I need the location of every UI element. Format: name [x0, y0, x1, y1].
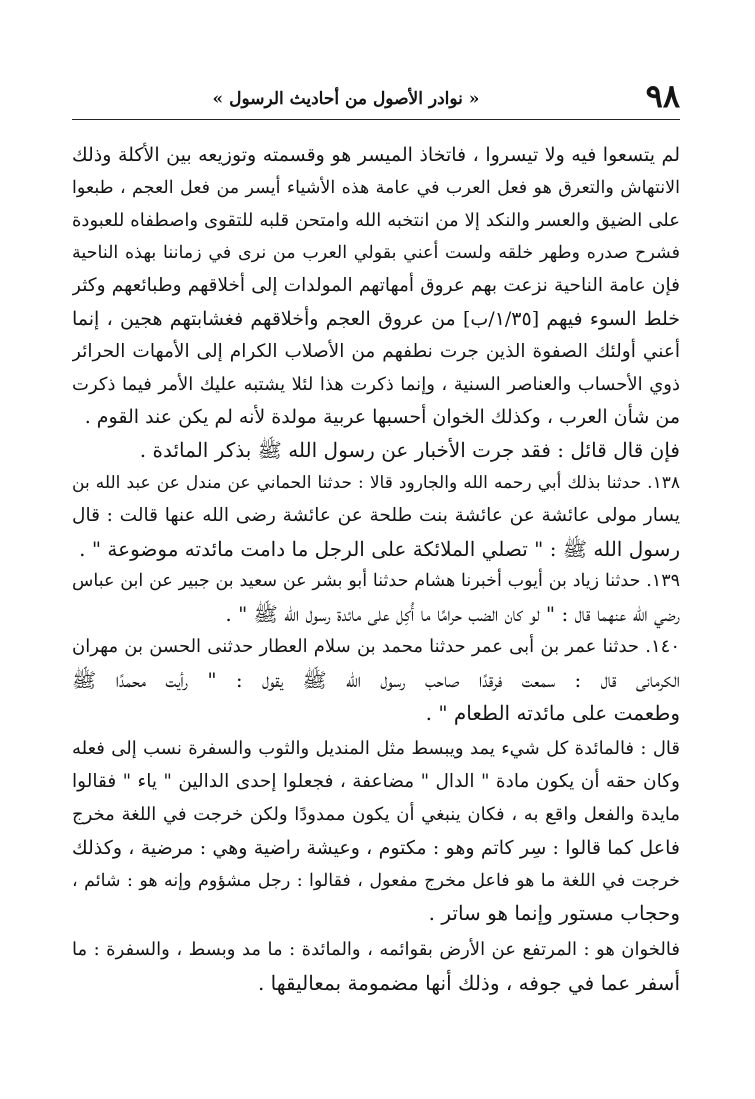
- paragraph-explanation: [72, 733, 680, 930]
- text-line: الكرمانى قال : سمعت فرقدًا صاحب رسول الله ﷺ يقول : " رأيت محمدًا ﷺ: [72, 667, 680, 692]
- hadith-140: [72, 631, 680, 729]
- paragraph-definitions: [72, 934, 680, 1000]
- text-line: فإن عامة الناحية نزعت بهم عروق أمهاتهم المولدات إلى أخلاقهم وطبائعهم وكثر: [72, 275, 680, 297]
- hadith-138: [72, 467, 680, 565]
- page-body: [72, 139, 680, 1000]
- text-line: ١٣٩. حدثنا زياد بن أيوب أخبرنا هشام حدثنا أبو بشر عن سعيد بن جبير عن ابن عباس: [72, 571, 680, 592]
- text-line: فإن قال قائل : فقد جرت الأخبار عن رسول الله ﷺ بذكر المائدة .: [139, 438, 680, 463]
- text-line: أعني أولئك الصفوة الذين جرت نطفهم من الأصلاب الكرام إلى الأمهات الحرائر: [72, 340, 680, 362]
- text-line: لم يتسعوا فيه ولا تيسروا ، فاتخاذ الميسر هو وقسمته وتوزيعه بين الأكلة وذلك: [72, 144, 680, 166]
- text-line: وكان حقه أن يكون مادة " الدال " مضاعفة ، فجعلوا إحدى الدالين " ياء " فقالوا: [72, 771, 680, 793]
- text-line: من شأن العرب ، وكذلك الخوان أحسبها عربية مولدة لأنه لم يكن عند القوم .: [84, 406, 680, 429]
- text-line: ١٤٠. حدثنا عمر بن أبى عمر حدثنا محمد بن سلام العطار حدثنى الحسن بن مهران: [72, 635, 680, 657]
- text-line: وحجاب مستور وإنما هو ساتر .: [428, 901, 680, 926]
- text-line: أسفر عما في جوفه ، وذلك أنها مضمومة بمعاليقها .: [257, 970, 680, 995]
- text-line: وطعمت على مائدته الطعام " .: [425, 700, 680, 725]
- text-line: ١٣٨. حدثنا بذلك أبي رحمه الله والجارود قالا : حدثنا الحماني عن مندل عن عبد الله بن: [72, 472, 680, 493]
- running-title: « نوادر الأصول من أحاديث الرسول »: [212, 89, 480, 109]
- text-line: على الضيق والعسر والنكد إلا من انتخبه الله وامتحن قلبه للتقوى واصطفاه للعبودة: [72, 209, 680, 231]
- text-line: يسار مولى عائشة عن عائشة بنت طلحة عن عائشة رضى الله عنها قالت : قال: [72, 504, 680, 526]
- text-line: رضي الله عنهما قال : " لو كان الضب حرامًا ما أُكِل على مائدة رسول الله ﷺ " .: [225, 602, 680, 627]
- paragraph-commentary: [72, 139, 680, 467]
- text-line: خرجت في اللغة ما هو فاعل مخرج مفعول ، فقالوا : رجل مشؤوم وإنه هو : شائم ،: [72, 870, 680, 891]
- text-line: فشرح صدره وطهر خلقه ولست أعني بقولي العرب من نرى في زماننا بهذه الناحية: [72, 243, 680, 264]
- text-line: الانتهاش والتعرق هو فعل العرب في عامة هذه الأشياء أيسر من فعل العجم ، طبعوا: [72, 177, 680, 198]
- page-header: [72, 78, 680, 118]
- text-line: فاعل كما قالوا : سِر كاتم وهو : مكتوم ، وعيشة راضية وهي : مرضية ، وكذلك: [72, 836, 680, 859]
- header-rule: [72, 119, 680, 120]
- page-number: ٩٨: [645, 77, 680, 115]
- text-line: رسول الله ﷺ : " تصلي الملائكة على الرجل ما دامت مائدته موضوعة " .: [79, 536, 680, 561]
- text-line: قال : فالمائدة كل شيء يمد ويبسط مثل المنديل والثوب والسفرة نسب إلى فعله: [72, 738, 680, 760]
- text-line: ذوي الأحساب والعناصر السنية ، وإنما ذكرت هذا لئلا يشتبه عليك الأمر فيما ذكرت: [72, 373, 680, 395]
- hadith-139: [72, 565, 680, 631]
- text-line: مايدة والفعل واقع به ، فكان ينبغي أن يكون ممدودًا ولكن خرجت في اللغة مخرج: [72, 803, 680, 825]
- text-line: خلط السوء فيهم [١/٣٥/ب] من عروق العجم وأخلاقهم فغشابتهم هجين ، إنما: [72, 307, 680, 330]
- text-line: فالخوان هو : المرتفع عن الأرض بقوائمه ، والمائدة : ما مد وبسط ، والسفرة : ما: [72, 939, 680, 961]
